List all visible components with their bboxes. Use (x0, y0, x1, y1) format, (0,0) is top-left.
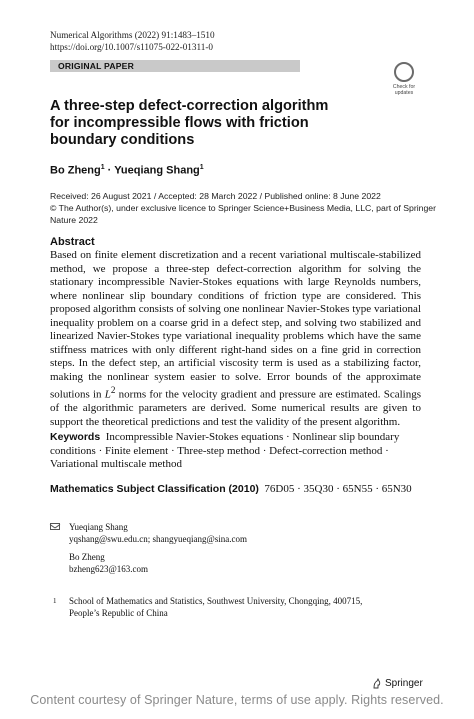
abstract-text-part: Based on finite element discretization and a recent variational multiscale-stabilized method, we propose a three-step defect-correction algorithm for solving the stationary incompressible Navier-Stokes equations with large Reynolds numbers, where nonlinear slip boundary conditions of friction type are considered. This proposed algorithm consists of solving one nonlinear Navier-Stokes type variational inequality problem on a coarse grid in a defect step, and solving two stabilized and linearized Navier-Stokes type variational inequality problems which have the same stiffness matrices with only different right-hand sides on a fine grid in correction steps. In the defect step, an artificial viscosity term is used as a stabilizing factor, making the nonlinear system easier to solve. Error bounds of the approximate solutions in (50, 249, 421, 401)
journal-header (50, 29, 215, 53)
footnote-text (69, 596, 362, 619)
envelope-icon (50, 523, 60, 530)
contact-block (69, 552, 148, 575)
doi-link[interactable]: https://doi.org/10.1007/s11075-022-01311-0 (50, 42, 213, 52)
msc-label: Mathematics Subject Classification (2010) (50, 483, 259, 495)
check-updates-label: Check for updates (392, 84, 416, 96)
author-name[interactable]: Yueqiang Shang (114, 164, 200, 177)
check-updates-icon (394, 62, 414, 82)
keywords-text: Incompressible Navier-Stokes equations · Nonlinear slip boundary conditions · Finite element · Three-step method · Defect-correction method · Variational multiscale method (50, 431, 400, 470)
contact-name: Bo Zheng (69, 552, 105, 562)
publisher-logo (372, 678, 423, 689)
footnote-line: People’s Republic of China (69, 607, 168, 618)
journal-citation: Numerical Algorithms (2022) 91:1483–1510 (50, 30, 215, 40)
contact-email[interactable]: bzheng623@163.com (69, 563, 149, 574)
footnote-mark: 1 (53, 597, 57, 605)
copyright-line: © The Author(s), under exclusive licence to Springer Science+Business Media, LLC, part of Springer Nature 2022 (50, 203, 437, 225)
check-for-updates-badge[interactable] (387, 62, 421, 106)
footnote-line: School of Mathematics and Statistics, Southwest University, Chongqing, 400715, (69, 596, 363, 606)
contact-block (69, 522, 247, 545)
springer-horse-icon (372, 678, 382, 689)
author-affiliation-mark: 1 (199, 164, 204, 171)
keywords-section (50, 431, 421, 472)
author-name[interactable]: Bo Zheng (50, 164, 101, 177)
abstract-text-part: norms for the velocity gradient and pressure are estimated. Scalings of the algorithmic parameters are derived. Some numerical results are given to support the theoretical predictions and test the validity of the present algorithm. (50, 388, 421, 428)
publication-history (50, 190, 440, 226)
article-title: A three-step defect-correction algorithm for incompressible flows with friction boundary conditions (50, 98, 329, 148)
contact-name: Yueqiang Shang (69, 522, 128, 532)
publisher-name: Springer (385, 678, 423, 689)
abstract-text (50, 249, 421, 429)
abstract-heading: Abstract (50, 236, 95, 248)
author-separator: · (104, 164, 115, 177)
author-affiliation-mark: 1 (100, 164, 105, 171)
l2-symbol: L (104, 388, 111, 401)
msc-section (50, 483, 421, 495)
courtesy-watermark: Content courtesy of Springer Nature, terms of use apply. Rights reserved. (30, 693, 444, 707)
msc-codes: 76D05 · 35Q30 · 65N55 · 65N30 (264, 483, 412, 495)
contact-email[interactable]: yqshang@swu.edu.cn; shangyueqiang@sina.com (69, 533, 248, 544)
dates-line: Received: 26 August 2021 / Accepted: 28 March 2022 / Published online: 8 June 2022 (50, 191, 381, 201)
l2-exponent: 2 (110, 385, 116, 395)
paper-type-label: ORIGINAL PAPER (50, 60, 300, 72)
author-list (50, 164, 204, 177)
keywords-label: Keywords (50, 431, 101, 443)
